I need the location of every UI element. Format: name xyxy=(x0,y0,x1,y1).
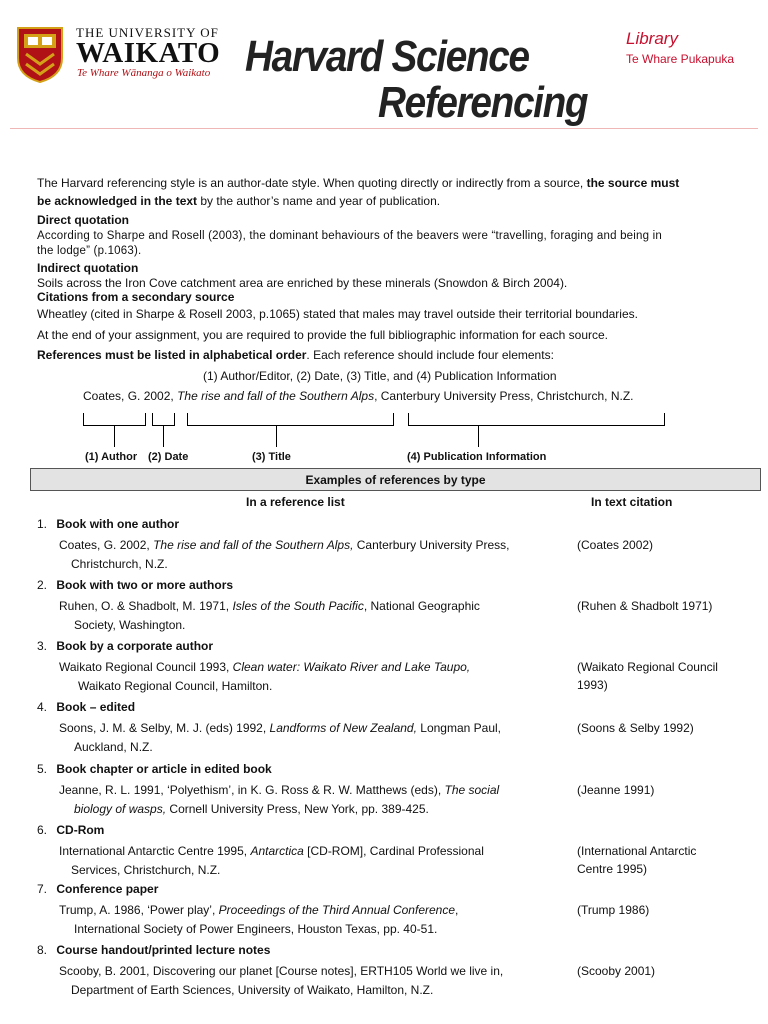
page-title-line2: Referencing xyxy=(378,78,588,127)
direct-quotation-line1: According to Sharpe and Rosell (2003), the dominant behaviours of the beavers were “travelling, foraging and being in xyxy=(37,230,662,242)
page-title-line1: Harvard Science xyxy=(245,32,529,81)
example-heading: 5. Book chapter or article in edited book xyxy=(37,762,272,776)
reference-line2: Society, Washington. xyxy=(74,618,186,632)
reference-line2: Department of Earth Sciences, University of Waikato, Hamilton, N.Z. xyxy=(71,983,434,997)
university-name-line1: THE UNIVERSITY OF xyxy=(76,25,219,40)
title-bracket xyxy=(187,413,394,426)
example-heading: 2. Book with two or more authors xyxy=(37,578,234,592)
example-reference: Coates, G. 2002, The rise and fall of the Southern Alps, Canterbury University Press, Christchurch, N.Z. xyxy=(83,389,634,403)
in-text-citation: (Ruhen & Shadbolt 1971) xyxy=(577,599,713,613)
reference-list-column-header: In a reference list xyxy=(246,495,345,509)
alphabetical-order-paragraph: References must be listed in alphabetical order. Each reference should include four elements: xyxy=(37,348,554,362)
publication-label: (4) Publication Information xyxy=(407,451,547,463)
reference-line1: Waikato Regional Council 1993, Clean water: Waikato River and Lake Taupo, xyxy=(59,660,471,674)
examples-banner xyxy=(30,468,761,491)
in-text-citation-column-header: In text citation xyxy=(591,495,673,509)
library-maori-label: Te Whare Pukapuka xyxy=(626,52,735,66)
date-label: (2) Date xyxy=(148,451,189,463)
four-elements-line: (1) Author/Editor, (2) Date, (3) Title, and (4) Publication Information xyxy=(203,369,557,383)
date-tick xyxy=(163,425,164,447)
header-divider xyxy=(10,128,758,129)
example-heading: 1. Book with one author xyxy=(37,517,180,531)
reference-line1: Trump, A. 1986, ‘Power play’, Proceedings of the Third Annual Conference, xyxy=(59,903,459,917)
university-crest-logo xyxy=(14,24,66,84)
in-text-citation: (Coates 2002) xyxy=(577,538,654,552)
intro-line1: The Harvard referencing style is an author-date style. When quoting directly or indirectly from a source, the source must xyxy=(37,176,680,190)
reference-line1: Ruhen, O. & Shadbolt, M. 1971, Isles of the South Pacific, National Geographic xyxy=(59,599,480,613)
reference-line1: Jeanne, R. L. 1991, ‘Polyethism’, in K. G. Ross & R. W. Matthews (eds), The social xyxy=(59,783,500,797)
in-text-citation: (Soons & Selby 1992) xyxy=(577,721,694,735)
indirect-quotation-line: Soils across the Iron Cove catchment area are enriched by these minerals (Snowdon & Birch 2004). xyxy=(37,276,568,290)
reference-line1: Coates, G. 2002, The rise and fall of the Southern Alps, Canterbury University Press, xyxy=(59,538,510,552)
in-text-citation: (Trump 1986) xyxy=(577,903,650,917)
university-maori-name: Te Whare Wānanga o Waikato xyxy=(77,67,211,79)
reference-line1: Scooby, B. 2001, Discovering our planet [Course notes], ERTH105 World we live in, xyxy=(59,964,504,978)
secondary-source-line: Wheatley (cited in Sharpe & Rosell 2003, p.1065) stated that males may travel outside their territorial boundaries. xyxy=(37,307,638,321)
author-label: (1) Author xyxy=(85,451,138,463)
examples-banner-text: Examples of references by type xyxy=(305,473,486,487)
reference-line2: biology of wasps, Cornell University Press, New York, pp. 389-425. xyxy=(74,802,429,816)
in-text-citation-line2: 1993) xyxy=(577,678,608,692)
example-heading: 8. Course handout/printed lecture notes xyxy=(37,943,271,957)
in-text-citation: (Waikato Regional Council xyxy=(577,660,718,674)
example-heading: 4. Book – edited xyxy=(37,700,136,714)
in-text-citation: (Scooby 2001) xyxy=(577,964,656,978)
university-name-line2: WAIKATO xyxy=(76,37,221,69)
publication-tick xyxy=(478,425,479,447)
in-text-citation-line2: Centre 1995) xyxy=(577,862,648,876)
reference-line2: Services, Christchurch, N.Z. xyxy=(71,863,221,877)
example-heading: 6. CD-Rom xyxy=(37,823,105,837)
secondary-source-heading: Citations from a secondary source xyxy=(37,290,235,304)
in-text-citation: (Jeanne 1991) xyxy=(577,783,655,797)
author-tick xyxy=(114,425,115,447)
indirect-quotation-heading: Indirect quotation xyxy=(37,261,139,275)
reference-line2: Christchurch, N.Z. xyxy=(71,557,168,571)
direct-quotation-line2: the lodge” (p.1063). xyxy=(37,245,142,257)
title-tick xyxy=(276,425,277,447)
publication-bracket xyxy=(408,413,665,426)
reference-line1: Soons, J. M. & Selby, M. J. (eds) 1992, Landforms of New Zealand, Longman Paul, xyxy=(59,721,502,735)
end-of-assignment-paragraph: At the end of your assignment, you are required to provide the full bibliographic information for each source. xyxy=(37,328,608,342)
reference-line1: International Antarctic Centre 1995, Antarctica [CD-ROM], Cardinal Professional xyxy=(59,844,484,858)
example-heading: 7. Conference paper xyxy=(37,882,159,896)
intro-line2: be acknowledged in the text by the author’s name and year of publication. xyxy=(37,194,441,208)
title-label: (3) Title xyxy=(252,451,291,463)
reference-line2: Waikato Regional Council, Hamilton. xyxy=(78,679,273,693)
reference-line2: Auckland, N.Z. xyxy=(74,740,153,754)
library-label: Library xyxy=(626,29,678,48)
in-text-citation: (International Antarctic xyxy=(577,844,697,858)
direct-quotation-heading: Direct quotation xyxy=(37,213,129,227)
example-heading: 3. Book by a corporate author xyxy=(37,639,214,653)
reference-line2: International Society of Power Engineers, Houston Texas, pp. 40-51. xyxy=(74,922,438,936)
